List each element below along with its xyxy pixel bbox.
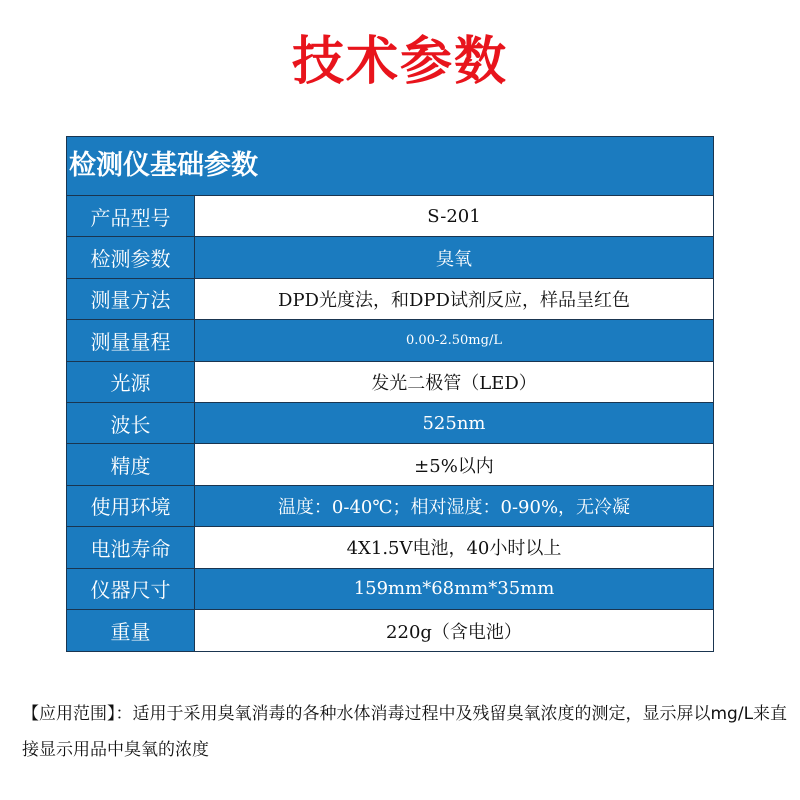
row-label: 测量方法 [67, 279, 195, 319]
row-label: 重量 [67, 610, 195, 651]
row-value: 220g（含电池） [386, 621, 522, 643]
row-label: 使用环境 [67, 486, 195, 526]
spec-table [66, 136, 714, 652]
row-value: 159mm*68mm*35mm [195, 569, 713, 609]
row-label: 光源 [67, 362, 195, 402]
row-value: 温度：0-40℃；相对湿度：0-90%，无冷凝 [195, 486, 713, 526]
row-label: 仪器尺寸 [67, 569, 195, 609]
row-value: ±5%以内 [414, 455, 494, 477]
table-header: 检测仪基础参数 [67, 137, 713, 196]
table-row [67, 362, 713, 403]
row-label: 精度 [67, 444, 195, 484]
row-label: 检测参数 [67, 237, 195, 277]
table-row [67, 320, 713, 361]
row-value: 0.00-2.50mg/L [195, 320, 713, 360]
row-label: 测量量程 [67, 320, 195, 360]
table-row [67, 196, 713, 237]
row-value: 发光二极管（LED） [371, 372, 537, 394]
table-row [67, 569, 713, 610]
table-row [67, 527, 713, 568]
table-row [67, 279, 713, 320]
row-label: 波长 [67, 403, 195, 443]
table-row [67, 486, 713, 527]
application-scope-note: 【应用范围】：适用于采用臭氧消毒的各种水体消毒过程中及残留臭氧浓度的测定，显示屏以mg/L来直接显示用品中臭氧的浓度 [22, 704, 788, 760]
row-value: S-201 [427, 205, 481, 227]
row-label: 电池寿命 [67, 527, 195, 567]
page-title: 技术参数 [291, 32, 508, 92]
row-value: 525nm [195, 403, 713, 443]
table-row [67, 610, 713, 651]
row-value: 4X1.5V电池，40小时以上 [346, 538, 562, 560]
table-row [67, 237, 713, 278]
row-value: 臭氧 [195, 237, 713, 277]
row-label: 产品型号 [67, 196, 195, 236]
table-row [67, 403, 713, 444]
row-value: DPD光度法，和DPD试剂反应，样品呈红色 [278, 289, 630, 311]
table-row [67, 444, 713, 485]
